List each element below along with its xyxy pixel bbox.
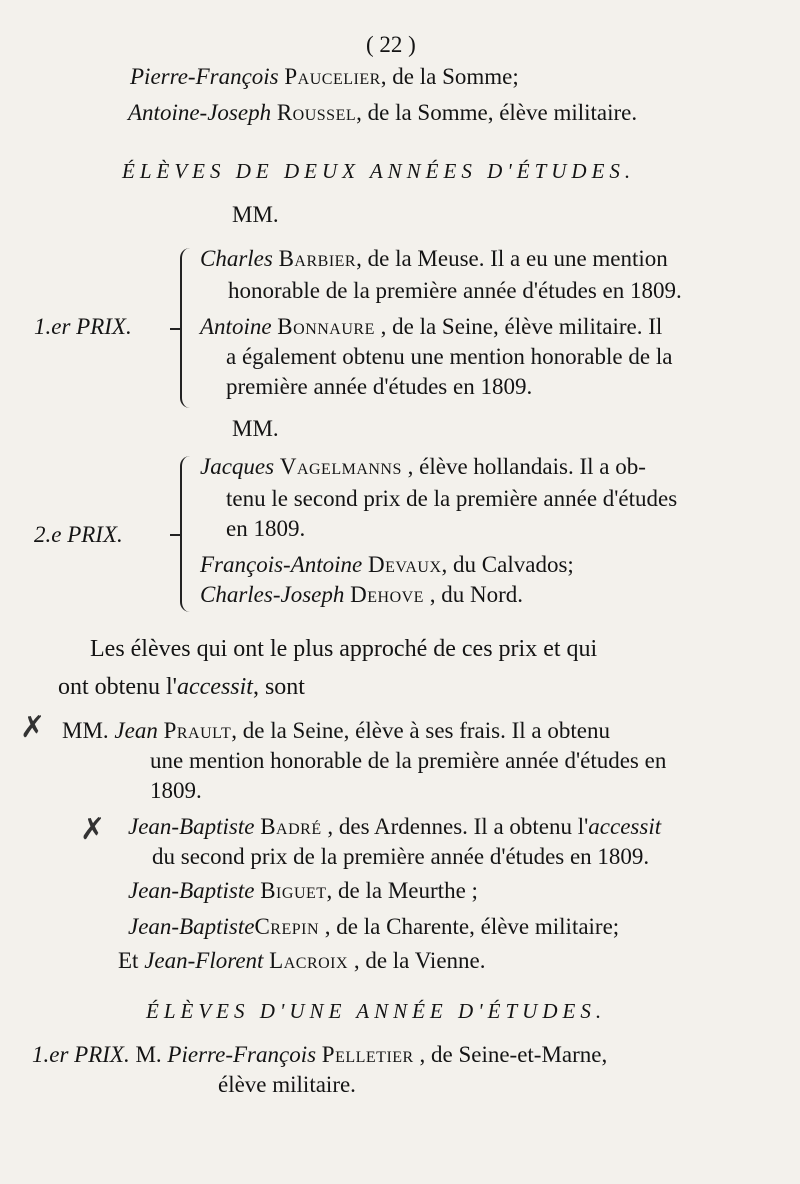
entry-dehove [200, 580, 523, 610]
surname: Prault [163, 718, 232, 743]
given-name: Jean [114, 718, 158, 743]
surname: Paucelier [284, 64, 381, 89]
given-name: Jean-Baptiste [128, 814, 255, 839]
given-name: Antoine [200, 314, 272, 339]
entry-devaux [200, 550, 574, 580]
mm-label-2: MM. [232, 416, 279, 441]
entry-bonnaure-cont-1: a également obtenu une mention honorable de la [226, 344, 673, 369]
surname: Vagelmanns [279, 454, 402, 479]
surname: Crepin [254, 914, 320, 939]
entry-crepin [128, 912, 619, 942]
entry-barbier [200, 244, 668, 274]
prize-1-label: 1.er PRIX. [34, 314, 132, 339]
surname: Bonnaure [277, 314, 375, 339]
entry-badre-cont: du second prix de la première année d'études en 1809. [152, 844, 650, 869]
entry-bonnaure [200, 312, 662, 342]
accessit-intro-line-2 [58, 672, 305, 702]
given-name: Pierre-François [130, 64, 279, 89]
prize-1-brace [180, 248, 196, 408]
handwritten-cross-mark: ✗ [80, 813, 106, 846]
entry-vagelmanns-cont-1: tenu le second prix de la première année d'études [226, 486, 678, 511]
given-name: Charles [200, 246, 273, 271]
entry-vagelmanns [200, 452, 646, 482]
intro-text: ont obtenu l' [58, 674, 177, 700]
entry-pelletier-cont: élève militaire. [218, 1072, 356, 1097]
surname: Pelletier [321, 1042, 414, 1067]
prize-label: 1.er PRIX. [32, 1042, 130, 1067]
given-name: Jean-Baptiste [128, 878, 255, 903]
entry-prault-cont-1: une mention honorable de la première année d'études en [150, 748, 667, 773]
entry-detail: , de la Somme; [380, 64, 519, 89]
entry-detail: , de la Vienne. [348, 948, 486, 973]
section-heading-one-year: ÉLÈVES D'UNE ANNÉE D'ÉTUDES. [146, 999, 607, 1023]
given-name: Pierre-François [167, 1042, 317, 1067]
accessit-intro-line-1: Les élèves qui ont le plus approché de ces prix et qui [90, 636, 598, 662]
given-name: Antoine-Joseph [128, 100, 272, 125]
surname: Barbier [278, 246, 357, 271]
given-name: Jacques [200, 454, 275, 479]
entry-detail: , de la Meurthe ; [326, 878, 478, 903]
entry-detail: , des Ardennes. Il a obtenu l' [321, 814, 589, 839]
entry-detail: , de la Charente, élève militaire; [319, 914, 620, 939]
surname: Devaux [368, 552, 442, 577]
mm-label: M. [135, 1042, 162, 1067]
page-number: ( 22 ) [366, 32, 416, 57]
accessit-term: accessit [176, 674, 253, 700]
handwritten-cross-mark: ✗ [20, 711, 46, 744]
entry-detail: , du Calvados; [441, 552, 574, 577]
given-name: Charles-Joseph [200, 582, 345, 607]
entry-badre [128, 812, 661, 842]
prize-2-brace [180, 456, 196, 612]
mm-label: MM. [62, 718, 109, 743]
intro-text-end: , sont [252, 674, 305, 700]
entry-bonnaure-cont-2: première année d'études en 1809. [226, 374, 533, 399]
entry-prault [62, 716, 610, 746]
given-name: Jean-Florent [144, 948, 264, 973]
entry-detail: , du Nord. [423, 582, 523, 607]
surname: Dehove [350, 582, 424, 607]
entry-detail: , de la Somme, élève militaire. [356, 100, 638, 125]
entry-pelletier [32, 1040, 607, 1070]
conjunction: Et [118, 948, 145, 973]
entry-biguet [128, 876, 478, 906]
mm-label: MM. [232, 202, 279, 227]
surname: Lacroix [269, 948, 349, 973]
given-name: François-Antoine [200, 552, 363, 577]
given-name: Jean-Baptiste [128, 914, 255, 939]
entry-vagelmanns-cont-2: en 1809. [226, 516, 306, 541]
surname: Roussel [276, 100, 357, 125]
entry-lacroix [118, 946, 486, 976]
surname: Biguet [260, 878, 327, 903]
entry-barbier-cont: honorable de la première année d'études en 1809. [228, 278, 682, 303]
entry-roussel [128, 98, 637, 128]
entry-detail: , de la Meuse. Il a eu une mention [356, 246, 668, 271]
surname: Badré [260, 814, 322, 839]
entry-detail: , de la Seine, élève militaire. Il [374, 314, 663, 339]
entry-prault-cont-2: 1809. [150, 778, 202, 803]
prize-2-label: 2.e PRIX. [34, 522, 123, 547]
entry-detail: , élève hollandais. Il a ob- [401, 454, 646, 479]
section-heading-two-years: ÉLÈVES DE DEUX ANNÉES D'ÉTUDES. [122, 159, 636, 183]
entry-detail: , de la Seine, élève à ses frais. Il a obtenu [231, 718, 610, 743]
accessit-term: accessit [588, 814, 662, 839]
entry-paucelier [130, 62, 519, 92]
entry-detail: , de Seine-et-Marne, [413, 1042, 608, 1067]
